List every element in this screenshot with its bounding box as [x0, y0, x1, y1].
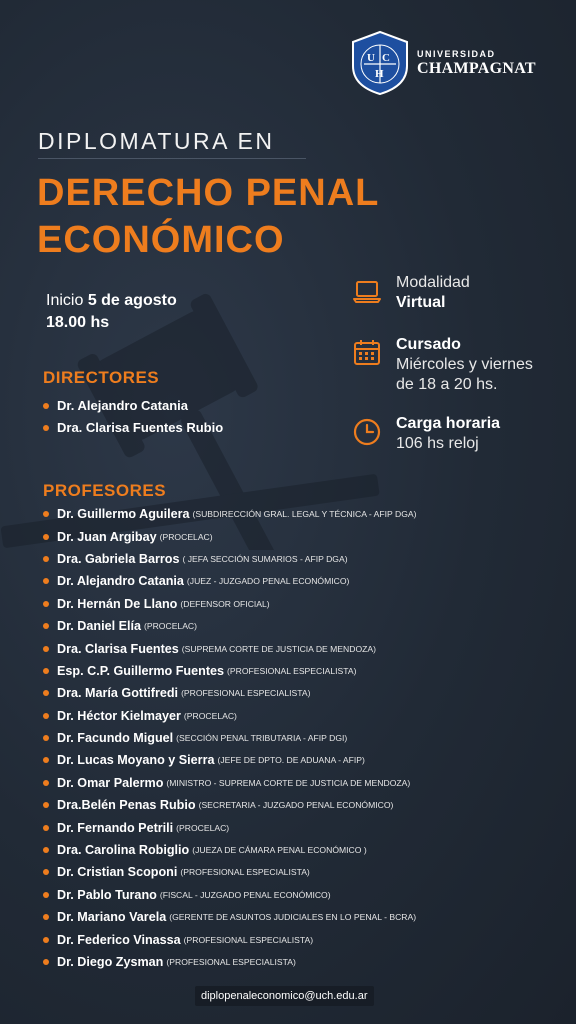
- professor-name: Dr. Daniel Elía: [57, 619, 141, 634]
- bullet-icon: [43, 869, 49, 875]
- schedule-days: Miércoles y viernes: [396, 356, 533, 373]
- list-item: [43, 839, 416, 861]
- workload-info: [352, 414, 500, 454]
- modality-label: Modalidad: [396, 274, 470, 291]
- list-item: [43, 548, 416, 570]
- professor-role: (SECRETARIA - JUZGADO PENAL ECONÓMICO): [198, 800, 394, 811]
- list-item: [43, 660, 416, 682]
- bullet-icon: [43, 668, 49, 674]
- professor-role: (PROCELAC): [183, 710, 237, 721]
- bullet-icon: [43, 646, 49, 652]
- contact-email[interactable]: diplopenaleconomico@uch.edu.ar: [195, 986, 374, 1006]
- modality-info: [352, 273, 470, 313]
- calendar-icon: [352, 338, 382, 368]
- bullet-icon: [43, 780, 49, 786]
- professor-role: (PROFESIONAL ESPECIALISTA): [227, 665, 357, 676]
- svg-text:U: U: [367, 52, 375, 64]
- list-item: [43, 705, 416, 727]
- list-item: [43, 593, 416, 615]
- professor-name: Dr. Facundo Miguel: [57, 731, 174, 746]
- list-item: Dra. Clarisa Fuentes Rubio: [43, 417, 223, 439]
- list-item: Dr. Alejandro Catania: [43, 395, 223, 417]
- bullet-icon: [43, 847, 49, 853]
- list-item: [43, 772, 416, 794]
- professor-role: (GERENTE DE ASUNTOS JUDICIALES EN LO PENAL - BCRA): [169, 912, 417, 923]
- professor-role: (JEFE DE DPTO. DE ADUANA - AFIP): [217, 755, 365, 766]
- modality-value: Virtual: [396, 294, 446, 311]
- list-item: [43, 928, 416, 950]
- schedule-info: [352, 335, 533, 395]
- list-item: [43, 727, 416, 749]
- professor-role: (JUEZA DE CÁMARA PENAL ECONÓMICO ): [192, 845, 367, 856]
- professor-role: (PROFESIONAL ESPECIALISTA): [183, 934, 314, 945]
- professor-role: (PROCELAC): [176, 822, 230, 833]
- svg-text:C: C: [382, 52, 390, 64]
- title-line-2: ECONÓMICO: [37, 219, 285, 261]
- schedule-label: Cursado: [396, 336, 461, 353]
- professor-role: (PROFESIONAL ESPECIALISTA): [181, 688, 311, 699]
- list-item: [43, 503, 416, 525]
- logo-top-text: UNIVERSIDAD: [417, 48, 496, 59]
- start-info: [46, 290, 177, 334]
- bullet-icon: [43, 735, 49, 741]
- professor-name: Dr. Pablo Turano: [57, 887, 157, 902]
- professor-name: Dr. Federico Vinassa: [57, 932, 181, 947]
- professor-name: Dra. Carolina Robiglio: [57, 843, 190, 858]
- professor-role: (PROCELAC): [144, 621, 198, 632]
- professor-role: (PROFESIONAL ESPECIALISTA): [166, 957, 296, 967]
- list-item: [43, 570, 416, 592]
- professor-name: Dr. Guillermo Aguilera: [57, 507, 190, 522]
- bullet-icon: [43, 511, 49, 517]
- professors-heading: PROFESORES: [43, 481, 167, 500]
- professor-role: (SUPREMA CORTE DE JUSTICIA DE MENDOZA): [181, 643, 376, 654]
- bullet-icon: [43, 403, 49, 409]
- university-logo: [350, 30, 536, 96]
- professor-name: Dra. Clarisa Fuentes: [57, 641, 179, 656]
- professor-name: Dra. Gabriela Barros: [57, 551, 180, 566]
- professor-role: (JUEZ - JUZGADO PENAL ECONÓMICO): [186, 576, 350, 587]
- directors-list: [43, 395, 223, 439]
- start-time: 18.00 hs: [46, 314, 110, 331]
- professor-name: Dr. Diego Zysman: [57, 955, 164, 969]
- list-item: [43, 906, 416, 928]
- professor-name: Dra. María Gottifredi: [57, 686, 179, 701]
- list-item: [43, 884, 416, 906]
- professor-role: (MINISTRO - SUPREMA CORTE DE JUSTICIA DE MENDOZA): [166, 777, 411, 788]
- logo-main-text: CHAMPAGNAT: [417, 59, 536, 77]
- university-seal-icon: [350, 30, 410, 96]
- bullet-icon: [43, 892, 49, 898]
- schedule-hours: de 18 a 20 hs.: [396, 376, 498, 393]
- bullet-icon: [43, 556, 49, 562]
- list-item: [43, 637, 416, 659]
- professor-role: ( JEFA SECCIÓN SUMARIOS - AFIP DGA): [182, 553, 348, 564]
- bullet-icon: [43, 757, 49, 763]
- professor-role: (DEFENSOR OFICIAL): [180, 598, 270, 609]
- professor-role: (PROCELAC): [159, 531, 213, 542]
- professor-name: Dr. Lucas Moyano y Sierra: [57, 753, 215, 768]
- professor-name: Esp. C.P. Guillermo Fuentes: [57, 663, 225, 678]
- title-line-1: DERECHO PENAL: [37, 172, 380, 214]
- professor-role: (SECCIÓN PENAL TRIBUTARIA - AFIP DGI): [176, 733, 348, 744]
- workload-label: Carga horaria: [396, 415, 501, 432]
- bullet-icon: [43, 825, 49, 831]
- professors-list: [43, 503, 416, 973]
- program-type: DIPLOMATURA EN: [38, 128, 275, 154]
- professor-role: (SUBDIRECCIÓN GRAL. LEGAL Y TÉCNICA - AFIP DGA): [192, 509, 417, 520]
- professor-name: Dr. Fernando Petrili: [57, 820, 174, 835]
- list-item: [43, 615, 416, 637]
- bullet-icon: [43, 690, 49, 696]
- divider: [38, 158, 306, 159]
- bullet-icon: [43, 425, 49, 431]
- bullet-icon: [43, 578, 49, 584]
- list-item: [43, 951, 416, 973]
- professor-name: Dr. Omar Palermo: [57, 775, 164, 790]
- bullet-icon: [43, 802, 49, 808]
- professor-name: Dr. Hernán De Llano: [57, 596, 178, 611]
- bullet-icon: [43, 914, 49, 920]
- list-item: [43, 861, 416, 883]
- bullet-icon: [43, 937, 49, 943]
- svg-text:H: H: [375, 68, 384, 80]
- professor-name: Dr. Juan Argibay: [57, 529, 157, 544]
- list-item: [43, 749, 416, 771]
- bullet-icon: [43, 601, 49, 607]
- professor-name: Dr. Héctor Kielmayer: [57, 708, 181, 723]
- workload-value: 106 hs reloj: [396, 435, 479, 452]
- professor-name: Dra.Belén Penas Rubio: [57, 798, 196, 813]
- professor-name: Dr. Alejandro Catania: [57, 574, 184, 589]
- list-item: [43, 794, 416, 816]
- page-title: [37, 170, 379, 264]
- laptop-icon: [352, 276, 382, 306]
- directors-heading: DIRECTORES: [43, 368, 160, 387]
- list-item: [43, 682, 416, 704]
- start-date: 5 de agosto: [87, 292, 177, 309]
- bullet-icon: [43, 713, 49, 719]
- list-item: [43, 525, 416, 547]
- professor-role: (PROFESIONAL ESPECIALISTA): [180, 867, 310, 878]
- bullet-icon: [43, 959, 49, 965]
- professor-role: (FISCAL - JUZGADO PENAL ECONÓMICO): [159, 889, 331, 900]
- start-prefix: Inicio: [46, 292, 84, 309]
- list-item: [43, 816, 416, 838]
- professor-name: Dr. Mariano Varela: [57, 910, 167, 925]
- professor-name: Dr. Cristian Scoponi: [57, 865, 178, 880]
- bullet-icon: [43, 623, 49, 629]
- clock-icon: [352, 417, 382, 447]
- bullet-icon: [43, 534, 49, 540]
